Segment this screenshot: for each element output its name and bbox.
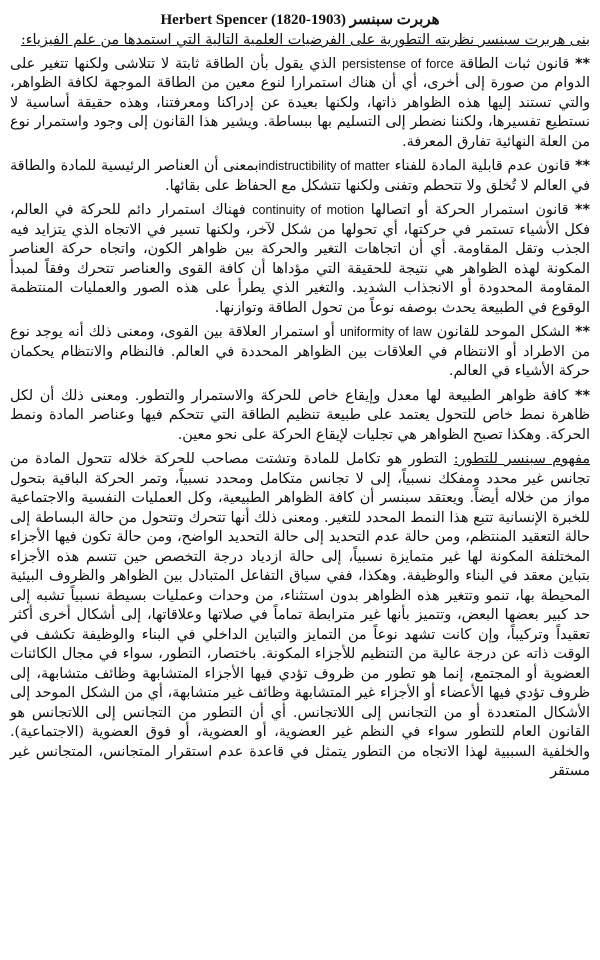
title-name-english: Herbert Spencer (160, 12, 268, 28)
paragraph-lead: قانون عدم قابلية المادة للفناء (394, 158, 571, 174)
paragraph-motion (10, 201, 590, 318)
bullet-stars: ** (575, 387, 590, 404)
intro-paragraph (10, 31, 590, 51)
paragraph-body: بمعنى أن العناصر الرئيسية للمادة والطاقة في العالم لا تُخلق ولا تتحطم وتفنى ولكنها تتشكل مع الحفاظ على بقائها. (10, 158, 590, 194)
title-name-arabic: هربرت سبنسر (349, 12, 440, 28)
bullet-stars: ** (575, 55, 591, 72)
latin-term: uniformity of law (339, 325, 432, 339)
paragraph-body: فهناك استمرار دائم للحركة في العالم، فكل الأشياء تستمر في حركتها، أي تحولها من شكل لآخر، ولكنها تسير في الاتجاه الذي يتزايد فيه الجذب وتقل المقاومة. أي أن اتجاهات التغير والحركة بين ظواهر الكون، واتجاه حركة العناصر المكونة لهذه الظواهر هي نتيجة للحقيقة التي مؤداها أن كافة القوى والعناصر تتحرك وفقاً لمبدأ المقاومة المحدودة أو الانجذاب الشديد. والتغير الذي يطرأ على هذه الصور والعمليات المنتظمة الوقوع في الطبيعة يحدث بوصفه نوعاً من تحول الطاقة وتوازنها. (10, 202, 590, 316)
paragraph-law (10, 323, 590, 382)
latin-term: persistense of force (342, 56, 454, 71)
paragraph-body: التطور هو تكامل للمادة وتشتت مصاحب للحركة خلاله تتحول المادة من تجانس غير محدد ومفكك نسبياً، إلى لا تجانس متكامل ومحدد نسبياً، وتمر الحركة الباقية بتحول مواز من خلاله أيضاً. ويعتقد سبنسر أن كافة الظواهر الطبيعية، وكل العمليات النفسية والاجتماعية للخبرة الإنسانية تتبع هذا النمط المحدد للتغير. ومعنى ذلك أنها تتحرك وتتحول من حالة البساطة إلى حالة التعقيد المنتظم، ومن حالة عدم التحديد إلى حالة التحديد الواضح، ومن حالة تكون فيها الأجزاء المختلفة المكونة لها غير متمايزة نسبياً، إلى حالة ازدياد درجة التخصص حين تتسم هذه الأجزاء بتباين معقد في البناء والوظيفة. وهكذا، ففي سياق التفاعل المتبادل بين الظواهر والظروف البيئية المحيطة بها، تنمو وتتغير هذه الظواهر بدون استثناء، من وحدات وعمليات بسيطة نسبياً تشبه إلى حد كبير بعضها البعض، وتتميز بأنها غير مترابطة تماماً في صلاتها وعلاقاتها، إلى أشكال أخرى أكثر تعقيداً وتركيباً، وإن كانت تشهد نوعاً من التمايز والتباين الداخلي في البناء والوظيفة تكشف في الوقت ذاته عن درجة عالية من التنظيم للأجزاء المكونة. باختصار، التطور، سواء في مجال الكائنات العضوية أو المجتمع، إنما هو تطور من ظروف تؤدي فيها الأجزاء المتشابهة وظائف متشابهة، إلى ظروف تؤدي فيها الأعضاء أو الأجزاء غير المتشابهة وظائف غير متشابهة، أي من الشكل الموحد إلى الأشكال المتعددة أو من التجانس إلى اللاتجانس. أي أن التطور من التجانس إلى اللاتجانس هو القانون العام للتطور سواء في النظم غير العضوية، أو العضوية، أو فوق العضوية (الاجتماعية). والخلفية السببية لهذا الاتجاه من التطور يتمثل في قاعدة عدم استقرار المتجانس، المتجانس غير مستقر (10, 451, 590, 779)
bullet-stars: ** (575, 324, 591, 340)
paragraph-lead: الشكل الموحد للقانون (436, 324, 570, 340)
page-title (10, 10, 590, 29)
title-years: (1820-1903) (270, 12, 346, 28)
section-heading: مفهوم سبنسر للتطور: (453, 451, 591, 467)
intro-text: بنى هربرت سبنسر نظريته التطورية على الفرضيات العلمية التالية التي استمدها من علم الفيزياء: (20, 32, 590, 48)
latin-term: indistructibility of matter (258, 159, 390, 173)
paragraph-body: كافة ظواهر الطبيعة لها معدل وإيقاع خاص للحركة والاستمرار والتطور. ومعنى ذلك أن لكل ظاهرة نمط خاص للتحول يعتمد على طبيعة تنظيم الطاقة التي تتحكم فيها وعناصر المادة ونمط الحركة. وهكذا تصبح الظواهر هي تجليات لإيقاع الحركة على نحو معين. (10, 387, 590, 443)
paragraph-rhythm (10, 387, 590, 446)
paragraph-body: أو استمرار العلاقة بين القوى، ومعنى ذلك أنه يوجد نوع من الاطراد أو الانتظام في العلاقات بين الظواهر المحددة في العالم. فالنظام والانتظام يحكمان حركة الأشياء في العالم. (10, 324, 590, 379)
paragraph-body: الذي يقول بأن الطاقة ثابتة لا تتلاشى ولكنها تتغير على الدوام من صورة إلى أخرى، أي أن هناك استمرارا لنوع معين من الطاقة الموجهة لكافة الظواهر، والتي تستند إليها هذه الظواهر ذاتها، ولكنها بعيدة عن إدراكنا ومعرفتنا، وهذه حقيقة أساسية لا نستطيع تفسيرها، ولكننا نضطر إلى التسليم بها ببساطة. ويشير هذا القانون إلى وجود واستمرار نوع من العلة النهائية تفارق المعرفة. (10, 55, 590, 150)
title-name-latin (160, 12, 346, 28)
bullet-stars: ** (575, 202, 590, 218)
paragraph-force (10, 55, 590, 153)
paragraph-lead: قانون استمرار الحركة أو اتصالها (370, 202, 569, 218)
bullet-stars: ** (575, 158, 591, 174)
latin-term: continuity of motion (252, 203, 365, 217)
paragraph-lead: قانون ثبات الطاقة (459, 55, 570, 72)
paragraph-evolution (10, 450, 590, 782)
paragraph-matter (10, 157, 590, 196)
